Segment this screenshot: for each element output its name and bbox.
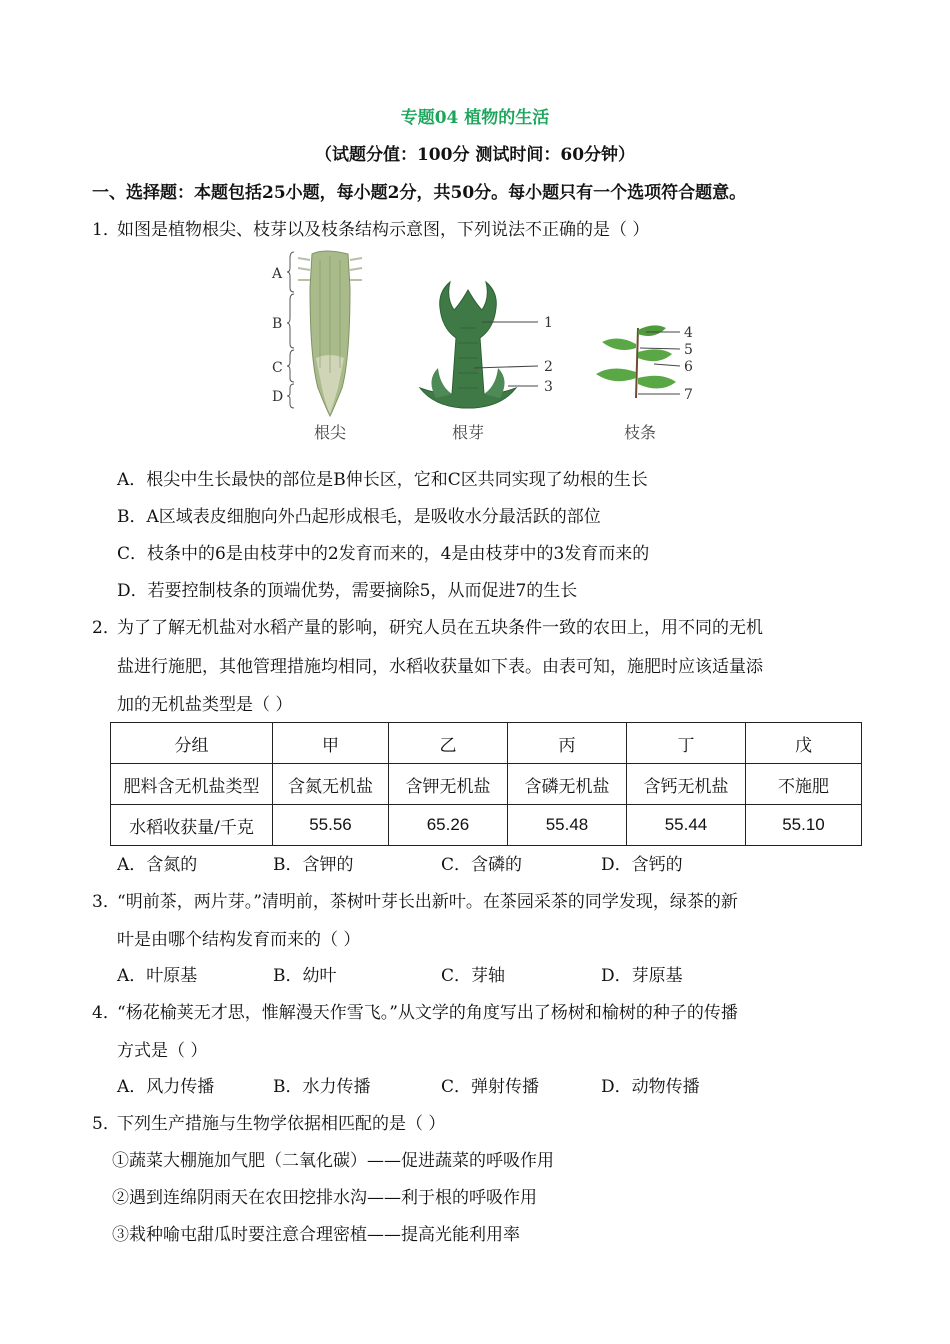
option-b: B．水力传播	[273, 1077, 371, 1097]
table-cell: 含氮无机盐	[273, 764, 389, 805]
option-d: D．动物传播	[601, 1077, 700, 1097]
table-header: 甲	[273, 723, 389, 764]
option-d: D．若要控制枝条的顶端优势，需要摘除5，从而促进7的生长	[117, 581, 578, 601]
table-header: 丁	[627, 723, 746, 764]
bud-label: 2	[544, 359, 553, 375]
table-cell: 含钾无机盐	[389, 764, 508, 805]
question-number: 1．	[92, 220, 120, 240]
question-2	[92, 613, 763, 638]
table-cell: 不施肥	[746, 764, 862, 805]
table-header: 戊	[746, 723, 862, 764]
branch-label: 6	[684, 359, 693, 375]
option-b: B．含钾的	[273, 855, 354, 875]
statement-item: ②遇到连绵阴雨天在农田挖排水沟——利于根的呼吸作用	[112, 1188, 537, 1208]
branch-illustration	[596, 325, 693, 442]
question-text-cont: 加的无机盐类型是（ ）	[117, 695, 293, 715]
branch-label: 7	[684, 387, 693, 403]
question-number: 3．	[92, 892, 120, 912]
table-header: 分组	[111, 723, 273, 764]
option-c: C．芽轴	[441, 966, 506, 986]
table-cell: 55.56	[273, 805, 389, 846]
root-tip-illustration	[271, 251, 362, 442]
question-number: 2．	[92, 618, 120, 638]
table-cell: 55.48	[508, 805, 627, 846]
section-heading: 一、选择题：本题包括25小题，每小题2分，共50分。每小题只有一个选项符合题意。	[92, 183, 747, 203]
table-row	[111, 805, 862, 846]
option-d: D．含钙的	[601, 855, 683, 875]
question-text: 如图是植物根尖、枝芽以及枝条结构示意图，下列说法不正确的是（ ）	[117, 220, 650, 240]
question-text: 为了了解无机盐对水稻产量的影响，研究人员在五块条件一致的农田上，用不同的无机	[117, 618, 763, 638]
option-a: A．风力传播	[117, 1077, 215, 1097]
question-4	[92, 998, 738, 1023]
option-a: A．含氮的	[117, 855, 198, 875]
question-text-cont: 方式是（ ）	[117, 1041, 208, 1061]
panel-caption: 枝条	[624, 423, 657, 442]
table-header: 乙	[389, 723, 508, 764]
statement-item: ③栽种喻屯甜瓜时要注意合理密植——提高光能利用率	[112, 1225, 520, 1245]
table-header: 丙	[508, 723, 627, 764]
question-text: 下列生产措施与生物学依据相匹配的是（ ）	[117, 1114, 446, 1134]
root-label: C	[272, 360, 283, 376]
option-a: A．叶原基	[117, 966, 198, 986]
question-1	[92, 215, 649, 240]
question-number: 5．	[92, 1114, 120, 1134]
question-3	[92, 887, 738, 912]
option-c: C．枝条中的6是由枝芽中的2发育而来的，4是由枝芽中的3发育而来的	[117, 544, 650, 564]
table-cell: 水稻收获量/千克	[111, 805, 273, 846]
plant-structure-figure	[262, 248, 722, 448]
question-text: “杨花榆荚无才思，惟解漫天作雪飞。”从文学的角度写出了杨树和榆树的种子的传播	[117, 1003, 738, 1023]
bud-label: 1	[544, 315, 553, 331]
table-cell: 肥料含无机盐类型	[111, 764, 273, 805]
branch-label: 5	[684, 342, 693, 358]
question-text-cont: 盐进行施肥，其他管理措施均相同，水稻收获量如下表。由表可知，施肥时应该适量添	[117, 657, 763, 677]
question-text-cont: 叶是由哪个结构发育而来的（ ）	[117, 930, 361, 950]
exam-info: （试题分值：100分 测试时间：60分钟）	[314, 145, 636, 165]
option-c: C．弹射传播	[441, 1077, 540, 1097]
statement-item: ①蔬菜大棚施加气肥（二氧化碳）——促进蔬菜的呼吸作用	[112, 1151, 554, 1171]
table-row	[111, 723, 862, 764]
table-cell: 65.26	[389, 805, 508, 846]
panel-caption: 根尖	[314, 423, 347, 442]
panel-caption: 根芽	[452, 423, 485, 442]
bud-illustration	[420, 282, 553, 442]
question-number: 4．	[92, 1003, 120, 1023]
root-label: D	[272, 389, 284, 405]
question-text: “明前茶，两片芽。”清明前，茶树叶芽长出新叶。在茶园采茶的同学发现，绿茶的新	[117, 892, 738, 912]
option-d: D．芽原基	[601, 966, 683, 986]
table-cell: 55.44	[627, 805, 746, 846]
option-c: C．含磷的	[441, 855, 523, 875]
root-label: A	[272, 266, 283, 282]
option-b: B．A区域表皮细胞向外凸起形成根毛，是吸收水分最活跃的部位	[117, 507, 601, 527]
page-title: 专题04 植物的生活	[400, 108, 550, 128]
table-cell: 55.10	[746, 805, 862, 846]
question-5	[92, 1109, 445, 1134]
option-b: B．幼叶	[273, 966, 337, 986]
results-table	[110, 722, 862, 846]
option-a: A．根尖中生长最快的部位是B伸长区，它和C区共同实现了幼根的生长	[117, 470, 648, 490]
table-row	[111, 764, 862, 805]
branch-label: 4	[684, 325, 693, 341]
table-cell: 含钙无机盐	[627, 764, 746, 805]
root-label: B	[272, 316, 283, 332]
table-cell: 含磷无机盐	[508, 764, 627, 805]
bud-label: 3	[544, 379, 553, 395]
